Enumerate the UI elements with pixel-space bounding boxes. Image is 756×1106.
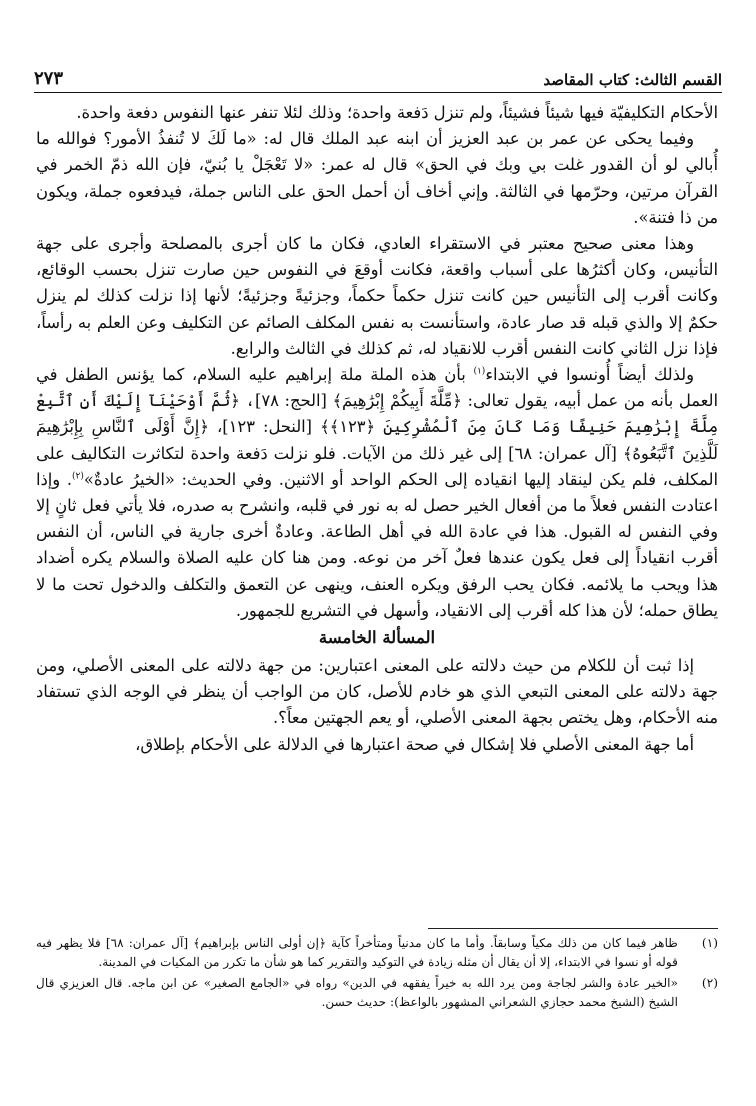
footnotes [36,934,718,1014]
footnote-number: (٢) [701,976,718,990]
paragraph [36,362,718,624]
footnote [36,934,718,972]
footnote [36,974,718,1012]
footnote-number: (١) [701,936,718,950]
paragraph-text: بأن هذه الملة ملة إبراهيم عليه السلام، كما يؤنس الطفل في العمل بأنه من عمل أبيه، يقول تعالى: ﴿مِّلَّةَ أَبِيكُمْ إِبْرَٰهِيمَ﴾ [الحج: ٧٨]، ﴿ثُمَّ أَوْحَيْنَآ إِلَيْكَ أَنِ ٱتَّبِعْ مِلَّةَ إِبْرَٰهِيمَ حَنِيفًا وَمَا كَانَ مِنَ ٱلْمُشْرِكِينَ ﴿١٢٣﴾﴾ [النحل: ١٢٣]، ﴿إِنَّ أَوْلَى ٱلنَّاسِ بِإِبْرَٰهِيمَ لَلَّذِينَ ٱتَّبَعُوهُ﴾ [آل عمران: ٦٨] إلى غير ذلك من الآيات. فلو نزلت دَفعة واحدة لتكاثرت التكاليف على المكلف، فلم يكن لينقاد إليها انقياده إلى الحكم الواحد أو الاثنين. وفي الحديث: «الخيرُ عادةٌ» [36,365,718,489]
paragraph: أما جهة المعنى الأصلي فلا إشكال في صحة اعتبارها في الدلالة على الأحكام بإطلاق، [135,734,694,754]
paragraph: إذا ثبت أن للكلام من حيث دلالته على المعنى اعتبارين: من جهة دلالته على المعنى الأصلي، ومن جهة دلالته على المعنى التبعي الذي هو خادم للأصل، كان من الواجب أن ينظر في الوجه الذي تستفاد منه الأحكام، وهل يختص بجهة المعنى الأصلي، أو يعم الجهتين معاً؟. [36,656,718,728]
footnote-text: «الخير عادة والشر لجاجة ومن يرد الله به خيراً يفقهه في الدين» رواه في «الجامع الصغير» عن ابن ماجه. قال العزيزي قال الشيخ (الشيخ محمد حجازي الشعراني المشهور بالواعظ): حديث حسن. [36,976,678,1009]
page-number: ٢٧٣ [34,68,64,89]
page-header [34,62,722,93]
running-head: القسم الثالث: كتاب المقاصد [543,71,722,89]
footnote-text: ظاهر فيما كان من ذلك مكياً وسابقاً. وأما ما كان مدنياً ومتأخراً كآية ﴿إن أولى الناس بإبراهيم﴾ [آل عمران: ٦٨] فلا يظهر فيه قوله أو نسوا في الابتداء، إلا أن يقال أن مثله زيادة في التوكيد والتقرير كما هو شأن ما تكرر من المكيات في المدينة. [36,936,678,969]
paragraph: وهذا معنى صحيح معتبر في الاستقراء العادي، فكان ما كان أجرى بالمصلحة وأجرى على جهة التأنيس، وكان أكثرُها على أسباب واقعة، فكانت أوقعَ في النفوس حين صارت تنزل بحسب الوقائع، وكانت أقرب إلى التأنيس حين كانت تنزل حكماً حكماً، وجزئيةً وجزئيةً؛ لأنها إذا نزلت كذلك لم ينزل حكمٌ إلا والذي قبله قد صار عادة، واستأنست به نفس المكلف الصائم عن التكليف وعن العلم به رأساً، فإذا نزل الثاني كانت النفس أقرب للانقياد له، ثم كذلك في الثالث والرابع. [36,234,718,358]
paragraph-text: . وإذا اعتادت النفس فعلاً ما من أفعال الخير حصل له به نور في قلبه، وانشرح به صدره، فلا يأتي فعل ثانٍ إلا وفي النفس له القبول. هذا في عادة الله في أهل الطاعة. وعادةٌ أخرى جارية في الناس، أن النفس أقرب انقياداً إلى فعل يكون عندها فعلٌ آخر من نوعه. ومن هنا كان عليه الصلاة والسلام يكره أضداد هذا ويحب ما يلائمه. فكان يحب الرفق ويكره العنف، وينهى عن التعمق والتكلف والدخول تحت ما لا يطاق حمله؛ لأن هذا كله أقرب إلى الانقياد، وأسهل في التشريع للجمهور. [36,469,718,620]
paragraph: الأحكام التكليفيّة فيها شيئاً فشيئاً، ولم تنزل دَفعة واحدة؛ وذلك لئلا تنفر عنها النفوس دفعة واحدة. [76,103,718,122]
footnote-separator [428,928,718,929]
main-text [36,100,718,758]
paragraph-text: ولذلك أيضاً أُونسوا في الابتداء [485,365,694,385]
footnote-ref: (١) [473,366,486,377]
section-heading: المسألة الخامسة [318,628,436,648]
paragraph: وفيما يحكى عن عمر بن عبد العزيز أن ابنه عبد الملك قال له: «ما لَكَ لا تُنفذُ الأمور؟ فوالله ما أُبالي لو أن القدور غلت بي وبك في الحق» قال له عمر: «لا تَعْجَلْ يا بُنيّ، فإن الله ذمّ الخمر في القرآن مرتين، وحرّمها في الثالثة. وإني أخاف أن أحمل الحق على الناس جملة، فيدفعوه جملة، ويكون من ذا فتنة». [36,129,718,227]
footnote-ref: (٢) [72,471,84,482]
